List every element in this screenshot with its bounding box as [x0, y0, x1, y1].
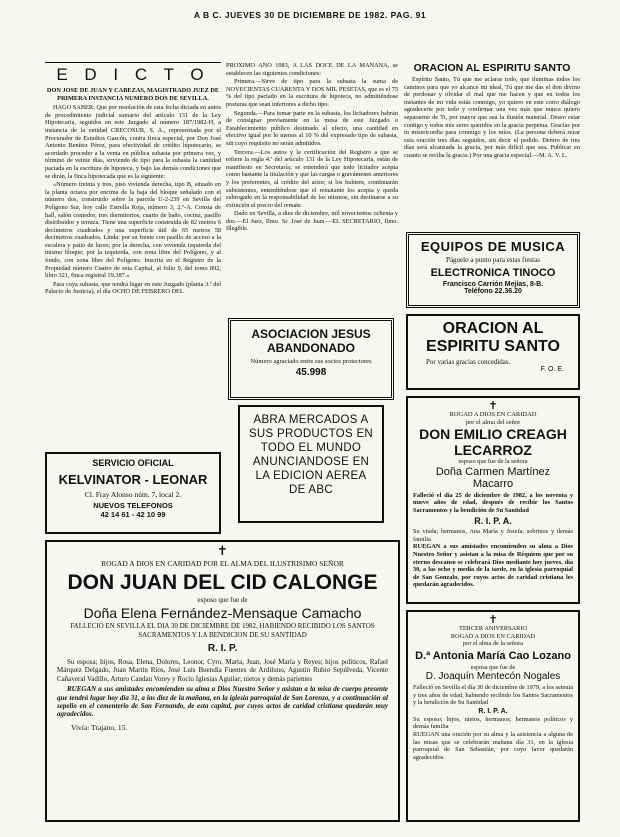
oracion2-subtitle: ESPIRITU SANTO [426, 338, 560, 355]
asociacion-number: 45.998 [295, 367, 327, 378]
musica-phone: Teléfono 22.36.20 [464, 288, 522, 295]
creagh-name-2: LECARROZ [454, 442, 532, 458]
musica-ad [406, 232, 580, 308]
mercados-ad [238, 405, 384, 523]
cid-died: FALLECIO EN SEVILLA EL DIA 30 DE DICIEMBRE DE 1982, HABIENDO RECIBIDO LOS SANTOS SACRAMENTOS Y LA BENDICION DE SU SANTIDAD [70, 622, 375, 639]
cao-rip: R. I. P. A. [478, 707, 508, 715]
creagh-widow-2: Macarro [472, 477, 514, 490]
edicto-paragraph: «Número treinta y tres, piso vivienda derecha, tipo B, situado en la planta octava por encima de la baja del bloque señalado con el número dos, construido sobre la parcela U-2-239 en Sevilla del Polígono Sur, hoy calle Estrella Roja, número 3, 2.º-A. Consta de hall, salón comedor, tres dormitorios, cuarto de baño, cocina, pasillo distribuidor y terraza. Tiene una superficie construida de 82 metros 6 decímetros cuadrados y una superficie útil de 65 metros 58 decímetros cuadrados. Linda: por su frente con pasillo de acceso a la escalera y patio de luces; por la derecha, con vivienda izquierda del mismo bloque; por la izquierda, con zona libre del Polígono, y al fondo, con zona libre del Polígono. Inscrita en el Registro de la Propiedad número Cuatro de esta Capital, al folio 9, del tomo 892, libro 321, finca registral 19.387.» [45, 181, 221, 280]
oracion2-initials: F. O. E. [540, 366, 564, 373]
mercados-text: ABRA MERCADOS A SUS PRODUCTOS EN TODO EL MUNDO ANUNCIANDOSE EN LA EDICION AEREA DE ABC [248, 414, 374, 496]
musica-address: Francisco Carrión Mejías, 8-B. [442, 281, 544, 288]
creagh-widow: Doña Carmen Martínez [435, 465, 551, 478]
cid-obituary [45, 540, 400, 822]
kelvinator-phones-label: NUEVOS TELEFONOS [93, 501, 173, 510]
cid-family: Su esposa; hijos, Rosa, Elena, Dolores, Leonor, Cyro, Marta, Juan, José María y Reyes; hijos políticos, Rafael Márquez Delgado, Juan Martín Ríos, José Luis Buendía Fuentes de Ardiluno, Agustín Rubio Sepúlveda, Vicente Cañaveral Vadillo, Arturo Candau Vorey y Rocío Iglesias Aguilar; nietos y demás parientes [57, 658, 388, 683]
cao-header: TERCER ANIVERSARIO [458, 625, 528, 632]
oracion2-ad [406, 314, 580, 390]
cao-obituary [406, 610, 580, 822]
kelvinator-phones: 42 14 61 - 42 10 99 [100, 510, 166, 519]
cid-address: Vivía: Trajano, 15. [71, 722, 128, 732]
edicto-paragraph: PROXIMO AÑO 1983, A LAS DOCE DE LA MAÑANA, se establecen las siguientes condiciones: [226, 62, 398, 77]
creagh-obituary [406, 396, 580, 604]
page-header: A B C. JUEVES 30 DE DICIEMBRE DE 1982. PAG. 91 [193, 10, 427, 20]
kelvinator-brand: KELVINATOR - LEONAR [58, 472, 208, 487]
musica-title: EQUIPOS DE MUSICA [420, 239, 566, 254]
edicto-paragraph: Segunda.—Para tomar parte en la subasta, los licitadores habrán de consignar previamente en la mesa de este Juzgado o Establecimiento público destinado al efecto, una cantidad en efectivo igual por lo menos al 10 % del expresado tipo de subasta, sin cuyo requisito no serán admitidos. [226, 109, 398, 147]
edicto-paragraph: Para cuya subasta, que tendrá lugar en este Juzgado (planta 3.ª del Palacio de Justicia), el día OCHO DE FEBRERO DEL [45, 280, 221, 296]
edicto-continuation [226, 62, 398, 312]
cross-icon: ✝ [217, 544, 228, 559]
cid-widow: Doña Elena Fernández-Mensaque Camacho [83, 605, 362, 621]
oracion-body: Espíritu Santo, Tú que me aclaras todo, que iluminas todos los caminos para que yo alcance mi ideal, Tú que me das el don divino de perdonar y olvidar el mal que me hacen y que en todos los instantes de mi vida estás conmigo, yo quiero en este corto diálogo agradecerte por todo y confirmar una vez más que nunca quiero separarme de Ti, por mayor que sea la ilusión material. Deseo estar contigo y todos mis seres queridos en la gracia perpetua. Gracias por tu misericordia para conmigo y los míos. (La persona deberá rezar esta oración tres días seguidos, sin decir el pedido. Dentro de tres días será alcanzada la gracia, por más difícil que sea. Publicar en cuanto se reciba la gracia.) Por una gracia especial.—M. A. V. L. [404, 76, 580, 159]
creagh-died: Falleció el día 25 de diciembre de 1982, a los noventa y nueve años de edad, después de recibir los Santos Sacramentos y la bendición de Su Santidad [413, 491, 573, 514]
creagh-header-2: por el alma del señor [465, 418, 521, 426]
cid-rip: R. I. P. [207, 643, 238, 654]
cao-died: Falleció en Sevilla el día 30 de diciembre de 1979, a los setenta y tres años de edad, habiendo recibido los Santos Sacramentos y la bendición de Su Santidad [413, 684, 573, 707]
edicto-heading: DON JOSE DE JUAN Y CABEZAS, MAGISTRADO JUEZ DE PRIMERA INSTANCIA NUMERO DOS DE SEVILLA. [46, 87, 220, 102]
musica-store: ELECTRONICA TINOCO [430, 267, 556, 279]
cross-icon: ✝ [488, 613, 498, 626]
cid-ruegan: RUEGAN a sus amistades encomienden su alma a Dios Nuestro Señor y asistan a la misa de cuerpo presente que tendrá lugar hoy día 31, a las diez de la mañana, en la iglesia parroquial de San Lorenzo, y a continuación al sepelio en el cementerio de San Fernando, de esta capital, por cuyos actos de caridad cristiana quedarán muy agradecidos. [57, 685, 388, 719]
creagh-name: DON EMILIO CREAGH [419, 426, 567, 442]
oracion2-title: ORACION AL [442, 320, 544, 337]
creagh-header: ROGAD A DIOS EN CARIDAD [449, 411, 537, 418]
edicto-paragraph: Primera.—Sirve de tipo para la subasta la suma de NOVECIENTAS CUARENTA Y DOS MIL PESETAS, que es el 75 % del tipo pactado en la escritura de hipoteca, no admitiéndose posturas que sean inferiores a dicho tipo. [226, 78, 398, 108]
cid-name: DON JUAN DEL CID CALONGE [67, 571, 378, 594]
kelvinator-line: SERVICIO OFICIAL [92, 458, 174, 468]
cao-name: D.ª Antonia María Cao Lozano [415, 649, 571, 662]
asociacion-ad [228, 318, 394, 400]
cao-relation: esposa que fue de [470, 663, 516, 671]
cao-header-2: ROGAD A DIOS EN CARIDAD [450, 632, 536, 640]
oracion2-text: Por varias gracias concedidas. [426, 358, 511, 366]
cao-husband: D. Joaquín Mentecón Nogales [425, 671, 561, 682]
kelvinator-address: Cl. Fray Alonso núm. 7, local 2. [84, 490, 182, 499]
edicto-paragraph: HAGO SABER: Que por resolución de esta fecha dictada en autos de procedimiento judicial sumario del artículo 131 de la Ley Hipotecaria, seguidos en este Juzgado al número 187/1982-H, a instancia de la entidad CRECOSUR, S. A., representada por el Procurador de Estudios Gascón, contra finca especial, por Don José Antonio Benítez Pérez, para efectividad de crédito hipotecario, se acordado proceder a la venta en pública subasta por primera vez, y término de veinte días, sirviendo de tipo para la subasta la cantidad pactada en la escritura de hipoteca, y bajo las demás condiciones que se dirán, la finca hipotecada que es la siguiente: [45, 104, 221, 180]
cao-header-3: por el alma de la señora [463, 640, 523, 647]
creagh-rip: R. I. P. A. [474, 516, 512, 527]
cross-icon: ✝ [488, 399, 498, 412]
edicto-signature: Dado en Sevilla, a diez de diciembre, mil novecientos ochenta y dos.—El Juez, Ilmo. Sr. José de Juan.—EL SECRETARIO, Ilmo. Illegible. [226, 210, 398, 233]
cid-header: ROGAD A DIOS EN CARIDAD POR EL ALMA DEL ILUSTRISIMO SEÑOR [101, 559, 344, 568]
creagh-family: Su viuda; hermanos, Ana María y Josefa; sobrinos y demás familia [413, 528, 573, 543]
cao-ruegan: RUEGAN una oración por su alma y la asistencia a alguna de las misas que se celebrarán mañana día 31, en la iglesia parroquial de San Sebastián, por cuyo favor quedarán agradecidos. [413, 730, 573, 761]
asociacion-title: ASOCIACION JESUS [251, 327, 371, 341]
cao-family: Su esposo; hijos, nietos, hermanos; hermanos políticos y demás familia [413, 715, 573, 731]
cid-relation: esposo que fue de [197, 596, 248, 604]
creagh-ruegan: RUEGAN a sus amistades encomienden su alma a Dios Nuestro Señor y asistan a la misa de Réquiem que por su eterno descanso se celebrará Dios mediante hoy jueves, día 30, a las ocho y media de la tarde, en la iglesia parroquial de San Gonzalo, por cuyos actos de caridad cristiana les quedarán agradecidos. [413, 543, 573, 589]
musica-subtitle: Páguelo a punto para estas fiestas [446, 256, 540, 264]
kelvinator-ad [45, 452, 221, 534]
creagh-relation: esposo que fue de la señora [458, 458, 528, 465]
edicto-title: E D I C T O [56, 65, 210, 84]
asociacion-subtitle: ABANDONADO [267, 341, 355, 355]
asociacion-text: Número agraciado entre sus socios protectores [250, 358, 372, 365]
oracion-title: ORACION AL ESPIRITU SANTO [413, 62, 571, 74]
edicto-article [45, 62, 221, 442]
oracion-article [404, 62, 580, 227]
edicto-paragraph: Tercera.—Los autos y la certificación del Registro a que se refiere la regla 4.ª del artículo 131 de la Ley Hipotecaria, están de manifiesto en Secretaría; se entenderá que todo licitador acepta como bastante la titulación y que las cargas o gravámenes anteriores y los preferentes, al crédito del actor, si los hubiere, continuarán subsistentes, entendiéndose que el rematante los acepta y queda subrogado en la responsabilidad de los mismos, sin destinarse a su extinción el precio del remate. [226, 148, 398, 209]
